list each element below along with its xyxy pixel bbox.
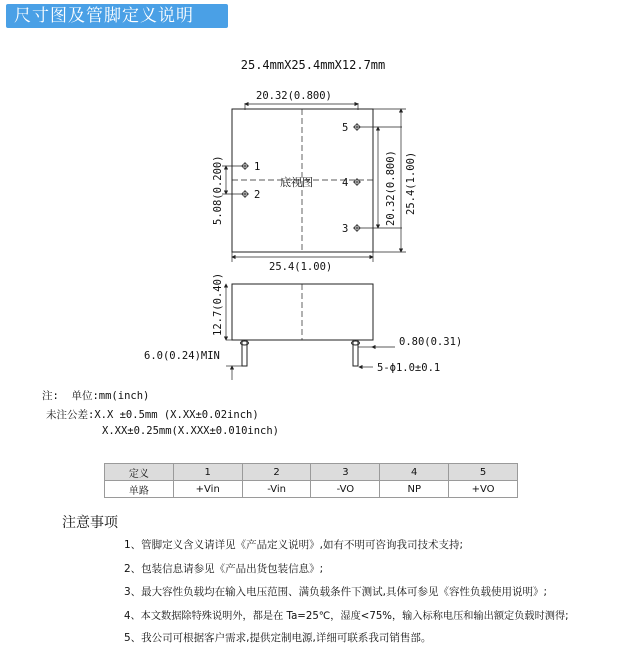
dimensions-heading: 25.4mmX25.4mmX12.7mm: [240, 58, 386, 72]
note-item: 3、最大容性负载均在输入电压范围、满负载条件下测试,具体可参见《容性负载使用说明》;: [124, 586, 548, 598]
note-item: 1、管脚定义含义请详见《产品定义说明》,如有不明可咨询我司技术支持;: [124, 539, 464, 551]
section-title: 尺寸图及管脚定义说明: [14, 6, 194, 26]
note-item: 4、本文数据除特殊说明外，都是在 Ta=25℃，湿度<75%，输入标称电压和输出额定负载时测得;: [124, 611, 569, 622]
table-cell: 单路: [105, 481, 174, 498]
pin-definition-table: [104, 463, 518, 498]
top-dimension: 20.32(0.800): [256, 90, 332, 102]
table-header-cell: 3: [311, 464, 380, 481]
units-note: 注: 单位:mm(inch): [42, 390, 150, 402]
note-item: 2、包装信息请参见《产品出货包装信息》;: [124, 563, 324, 575]
pin-1-label: 1: [254, 161, 261, 173]
table-header-cell: 4: [380, 464, 449, 481]
notes-title: 注意事项: [62, 515, 118, 531]
right-outer-dimension: 25.4(1.00): [405, 151, 417, 215]
table-row: [105, 481, 518, 498]
table-header-cell: 1: [173, 464, 242, 481]
pin-3-label: 3: [342, 223, 349, 235]
table-cell: +VO: [449, 481, 518, 498]
note-item: 5、我公司可根据客户需求,提供定制电源,详细可联系我司销售部。: [124, 632, 432, 644]
pin-3-marker: [353, 224, 361, 232]
pin-5-label: 5: [342, 122, 349, 134]
table-cell: -VO: [311, 481, 380, 498]
table-header-row: [105, 464, 518, 481]
pin-length-dimension: 6.0(0.24)MIN: [144, 350, 220, 362]
right-inner-dimension: 20.32(0.800): [385, 150, 397, 226]
tolerance-line-1: 未注公差:X.X ±0.5mm (X.XX±0.02inch): [46, 409, 259, 421]
table-header-cell: 5: [449, 464, 518, 481]
side-view-outline: [232, 284, 373, 340]
table-cell: -Vin: [242, 481, 311, 498]
pin-diameter-dimension: 5-ϕ1.0±0.1: [377, 362, 441, 374]
pin-4-label: 4: [342, 177, 349, 189]
pin-2-marker: [241, 190, 249, 198]
pin-2-label: 2: [254, 189, 261, 201]
height-dimension: 12.7(0.40): [212, 272, 224, 336]
left-dimension: 5.08(0.200): [212, 155, 224, 225]
bottom-view-label: 底视图: [280, 176, 313, 189]
table-header-cell: 2: [242, 464, 311, 481]
tolerance-line-2: X.XX±0.25mm(X.XXX±0.010inch): [102, 425, 280, 437]
bottom-dimension: 25.4(1.00): [269, 261, 333, 273]
table-cell: +Vin: [173, 481, 242, 498]
pin-1-marker: [241, 162, 249, 170]
table-header-cell: 定义: [105, 464, 174, 481]
pin-5-marker: [353, 123, 361, 131]
table-cell: NP: [380, 481, 449, 498]
pin-spacing-dimension: 0.80(0.31): [399, 336, 463, 348]
pin-4-marker: [353, 178, 361, 186]
